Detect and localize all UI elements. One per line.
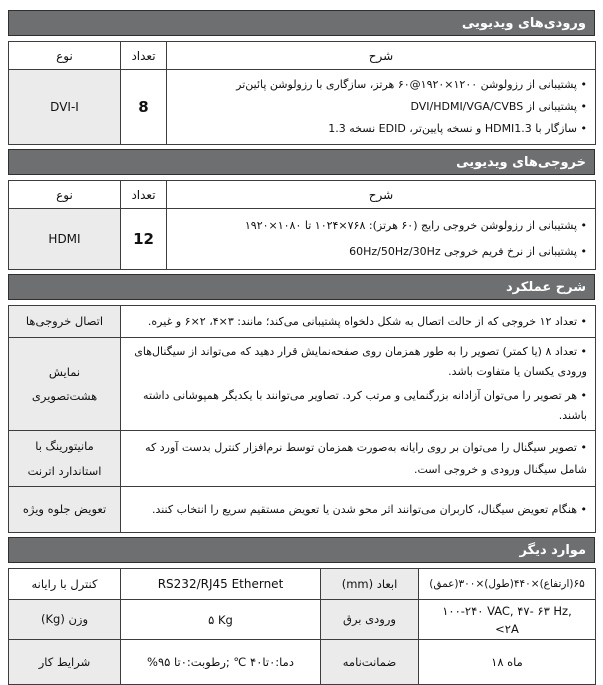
bullet-line: • پشتیبانی از رزولوشن ۱۲۰۰×۱۹۲۰@۶۰ هرتز، سازگاری با رزولوشن پائین‌تر <box>175 74 587 96</box>
function-description-cell <box>121 431 596 487</box>
bullet-line: • تعداد ۸ (یا کمتر) تصویر را به طور همزمان روی صفحه‌نمایش قرار دهید که می‌تواند از سیگنال‌های ورودی یکسان یا متفاوت باشد. <box>129 342 587 382</box>
label-operating-conditions: شرایط کار <box>9 640 121 685</box>
column-header-description: شرح <box>167 181 596 209</box>
table-row <box>9 487 596 533</box>
input-description-cell <box>167 70 596 145</box>
function-label-ethernet-monitoring: مانیتورینگ با استاندارد اترنت <box>9 431 121 487</box>
value-weight: ۵ Kg <box>121 600 321 640</box>
bullet-line: • سازگار با HDMI1.3 و نسخه پایین‌تر، EDID نسخه 1.3 <box>175 118 587 140</box>
video-outputs-table <box>8 180 596 270</box>
label-pc-control: کنترل با رایانه <box>9 569 121 600</box>
table-row <box>9 431 596 487</box>
table-row <box>9 338 596 431</box>
section-header-other: موارد دیگر <box>8 537 595 563</box>
function-label-output-connection: اتصال خروجی‌ها <box>9 306 121 338</box>
function-description-cell <box>121 487 596 533</box>
bullet-line: • پشتیبانی از نرخ فریم خروجی 60Hz/50Hz/30Hz <box>175 239 587 265</box>
function-description-cell <box>121 306 596 338</box>
table-row <box>9 306 596 338</box>
power-spec-line: <۲A <box>495 621 519 636</box>
section-header-video-inputs: ورودی‌های ویدیویی <box>8 10 595 36</box>
output-count-cell: 12 <box>121 209 167 270</box>
label-weight: وزن (Kg) <box>9 600 121 640</box>
table-header-row <box>9 181 596 209</box>
input-type-cell: DVI-I <box>9 70 121 145</box>
table-row <box>9 569 596 600</box>
bullet-line: • تعداد ۱۲ خروجی که از حالت اتصال به شکل دلخواه پشتیبانی می‌کند؛ مانند: ۳×۴، ۲×۶ و غیره. <box>129 312 587 332</box>
bullet-line: • تصویر سیگنال را می‌توان بر روی رایانه به‌صورت همزمان توسط نرم‌افزار کنترل بدست آورد که شامل سیگنال ورودی و خروجی است. <box>129 437 587 481</box>
power-spec-line: ۱۰۰-۲۴۰ VAC, ۴۷- ۶۳ Hz, <box>442 603 572 618</box>
value-warranty: ۱۸ ماه <box>419 640 596 685</box>
video-inputs-table <box>8 41 596 145</box>
section-header-functions: شرح عملکرد <box>8 274 595 300</box>
column-header-count: تعداد <box>121 181 167 209</box>
bullet-line: • هر تصویر را می‌توان آزادانه بزرگنمایی و مرتب کرد. تصاویر می‌توانند با یکدیگر همپوشانی داشته باشند. <box>129 386 587 426</box>
section-header-video-outputs: خروجی‌های ویدیویی <box>8 149 595 175</box>
value-pc-control: RS232/RJ45 Ethernet <box>121 569 321 600</box>
column-header-description: شرح <box>167 42 596 70</box>
function-description-cell <box>121 338 596 431</box>
label-power-input: ورودی برق <box>321 600 419 640</box>
bullet-line: • هنگام تعویض سیگنال، کاربران می‌توانند اثر محو شدن یا تعویض مستقیم سریع را انتخاب کنند. <box>129 500 587 520</box>
bullet-line: • پشتیبانی از رزولوشن خروجی رایج (۶۰ هرتز): ۷۶۸×۱۰۲۴ تا ۱۰۸۰×۱۹۲۰ <box>175 213 587 239</box>
function-label-transition-effect: تعویض جلوه ویژه <box>9 487 121 533</box>
table-row <box>9 70 596 145</box>
output-description-cell <box>167 209 596 270</box>
value-operating-conditions: دما:۰تا۴۰ ℃ ;رطوبت:۰تا ۹۵% <box>121 640 321 685</box>
column-header-type: نوع <box>9 181 121 209</box>
other-items-table <box>8 568 596 685</box>
column-header-count: تعداد <box>121 42 167 70</box>
input-count-cell: 8 <box>121 70 167 145</box>
table-header-row <box>9 42 596 70</box>
value-power-input <box>419 600 596 640</box>
label-dimensions: ابعاد (mm) <box>321 569 419 600</box>
table-row <box>9 209 596 270</box>
output-type-cell: HDMI <box>9 209 121 270</box>
functions-table <box>8 305 596 533</box>
bullet-line: • پشتیبانی از DVI/HDMI/VGA/CVBS <box>175 96 587 118</box>
value-dimensions: ۶۵(ارتفاع)×۴۴۰(طول)×۳۰۰(عمق) <box>419 569 596 600</box>
label-warranty: ضمانت‌نامه <box>321 640 419 685</box>
table-row <box>9 640 596 685</box>
column-header-type: نوع <box>9 42 121 70</box>
function-label-multiview: نمایش هشت‌تصویری <box>9 338 121 431</box>
table-row <box>9 600 596 640</box>
